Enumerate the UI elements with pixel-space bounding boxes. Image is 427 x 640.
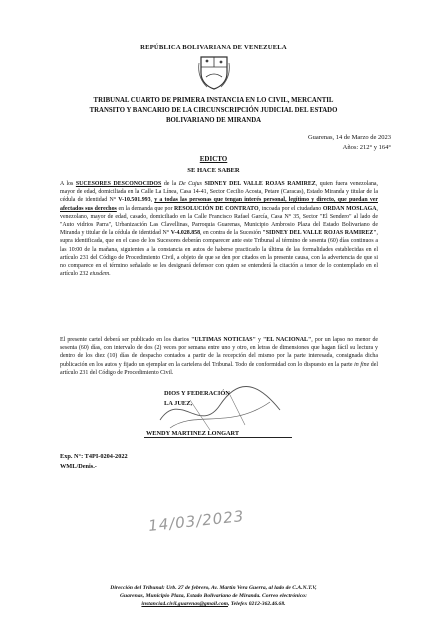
document-title: EDICTO	[199, 155, 228, 163]
judge-name: WENDY MARTINEZ LONGART	[146, 430, 240, 437]
deceased-name: SIDNEY DEL VALLE ROJAS RAMIREZ	[201, 181, 316, 187]
newspaper-2: "EL NACIONAL"	[263, 337, 312, 343]
file-number: Exp. N°: T4PI-0204-2022	[60, 453, 128, 460]
unknown-heirs: SUCESORES DESCONOCIDOS	[75, 181, 162, 187]
republic-header: REPÚBLICA BOLIVARIANA DE VENEZUELA	[140, 44, 287, 51]
closing-line-1: DIOS Y FEDERACIÓN	[164, 390, 230, 397]
court-line-1: TRIBUNAL CUARTO DE PRIMERA INSTANCIA EN LO CIVIL, MERCANTIL	[93, 97, 334, 104]
footer-line-2: Guarenas, Municipio Plaza, Estado Bolivariano de Miranda. Correo electrónico:	[120, 593, 307, 599]
lawsuit-type: RESOLUCIÓN DE CONTRATO	[174, 205, 259, 212]
court-email-link[interactable]: instancia4.civil.guarenas@gmail.com	[141, 601, 228, 607]
court-address-footer	[30, 584, 397, 608]
court-line-2: TRANSITO Y BANCARIO DE LA CIRCUNSCRIPCIÓN JUDICIAL DEL ESTADO	[89, 107, 338, 114]
plaintiff-id: V-4.028.858	[170, 230, 201, 237]
plaintiff-name: ORDAN MOSLAGA	[322, 205, 377, 212]
body-paragraph-1: A los SUCESORES DESCONOCIDOS de la De Cujus SIDNEY DEL VALLE ROJAS RAMIREZ, quien fuera venezolana, mayor de edad, domiciliada en la Calle La Línea, Casa 14-41, Sector Cecilio Acosta, Petare (Caracas), Estado Miranda y titular de la cédula de identidad N° V-10.501.993, y a todas las personas que tengan interés personal, legítimo y directo, que puedan ver afectados sus derechos en la demanda que por RESOLUCIÓN DE CONTRATO, incoada por el ciudadano ORDAN MOSLAGA, venezolano, mayor de edad, casado, domiciliado en la Calle Francisco Rafael García, Casa N° 35, Sector "El Sendero" al lado de "Auto vidrios Parra", Urbanización Las Clavellinas, Parroquia Guarenas, Municipio Ambrosio Plaza del Estado Bolivariano de Miranda y titular de la cédula de identidad N° V-4.028.858, en contra de la Sucesión "SIDNEY DEL VALLE ROJAS RAMIREZ", supra identificada, que en el caso de los Sucesores deberán comparecer ante este Tribunal al término de sesenta (60) días continuos a las 10:00 de la mañana, siguientes a la constancia en autos de haberse practicado la última de las formalidades establecidas en el artículo 231 del Código de Procedimiento Civil, a objeto de que se den por citados en la presente causa, con la advertencia de que si no comparece en el término señalado se les designará defensor con quien se entenderá la citación a tenor de lo contemplado en el artículo 232 eiusdem.	[60, 181, 378, 278]
date-block	[308, 133, 391, 153]
closing-line-2: LA JUEZ,	[164, 400, 193, 407]
court-line-3: BOLIVARIANO DE MIRANDA	[165, 117, 262, 124]
footer-line-1: Dirección del Tribunal: Urb. 27 de febrero, Av. Martín Vera Guerra, al lado de C.A.N.T.V,	[110, 585, 317, 591]
court-phone: , Telefex 0212-362.46.68.	[227, 601, 286, 607]
years-label: Años: 212° y 164°	[342, 144, 391, 151]
footer-line-3	[30, 600, 397, 608]
closing-formula	[164, 389, 230, 409]
signature-line	[144, 437, 292, 438]
newspaper-1: "ULTIMAS NOTICIAS"	[191, 337, 256, 343]
file-initials: WML/Denis.-	[60, 463, 97, 470]
document-subtitle: SE HACE SABER	[187, 167, 240, 174]
issue-date: Guarenas, 14 de Marzo de 2023	[307, 134, 391, 141]
interested-parties: y a todas las personas que tengan interés personal, legítimo y directo, que puedan ver afectados sus derechos	[60, 197, 378, 212]
succession-name: "SIDNEY DEL VALLE ROJAS RAMIREZ"	[262, 230, 377, 237]
coat-of-arms-seal	[197, 53, 231, 91]
file-info	[60, 452, 128, 472]
court-name	[40, 96, 387, 126]
deceased-id: V-10.501.993	[118, 197, 151, 204]
handwritten-date: 14/03/2023	[147, 507, 246, 535]
body-paragraph-2: El presente cartel deberá ser publicado en los diarios "ULTIMAS NOTICIAS" y "EL NACIONAL", por un lapso no menor de sesenta (60) días, con intervalo de dos (2) veces por semana entre uno y otro, en letras de dimensiones que hagan fácil su lectura y dentro de los diez (10) días de despacho contados a partir de la recepción del mismo por la parte interesada, consignada dicha publicación en los autos y fijado un ejemplar en la cartelera del Tribunal. Todo de conformidad con lo dispuesto en la parte in fine del artículo 231 del Código de Procedimiento Civil.	[60, 337, 378, 376]
